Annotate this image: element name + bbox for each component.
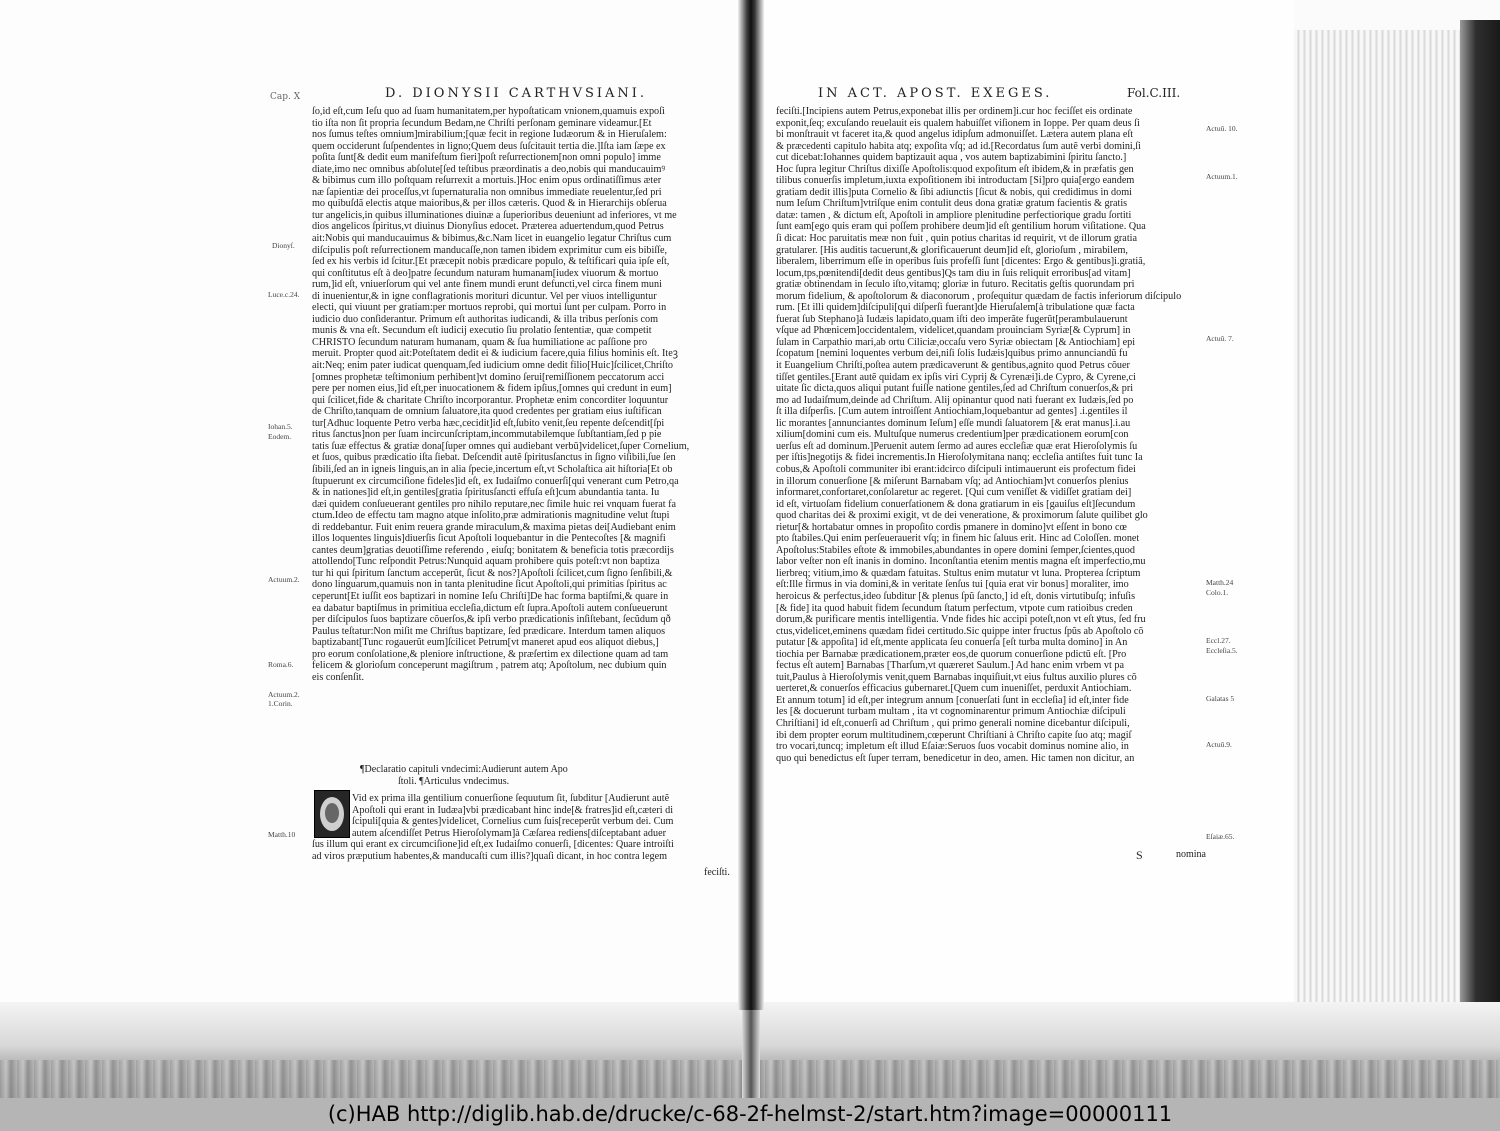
text-line: uerſus eſt ad dominum.]Peruenit autem ſermo ad aures eccleſiæ quæ erat Hieroſolymis ſu [776,440,1138,452]
left-margin-note: Roma.6. [268,660,294,669]
signature-mark: S [1136,848,1143,862]
text-line: tilibus conuerſis impletum,iuxta expoſitionem ibi introductam [Si]pro quia[ergo eandem [776,175,1135,187]
text-line: ctum.Ideo de effectu tam magno atque inſolito,præ admirationis magnitudine velut ſtupi [312,510,670,522]
text-line: vſque ad Phœnicem]occidentalem, videlicet,quandam prouinciam Syriæ[& Cyprum] in [776,325,1131,337]
text-line: quo qui benedictus eſt ſuper terram, benedicetur in deo, amen. Hic tamen non dicitur, an [776,752,1135,764]
text-line: di reddebantur. Fuit enim reuera grande miraculum,& maxima pietas dei[Audiebant enim [312,521,676,533]
chapter-heading-line-2: ſtoli. ¶Articulus vndecimus. [398,776,510,787]
text-line: baptizabant[Tunc rogauerũt eum]ſcilicet Petrum[vt maneret apud eos aliquot diebus,] [312,637,659,649]
text-line: rietur[& hortabatur omnes in propoſito cordis pmanere in domino]vt eſſent in bono cœ [776,521,1127,533]
left-running-head: D. DIONYSII CARTHVSIANI. [385,86,648,101]
text-line: ſibili,ſed an in igneis linguis,an in alia ſpecie,incertum eſt,vt Scholaſtica ait hiſtoria[Et ob [312,463,673,475]
text-line: in illorum conuerſione [& miſerunt Barnabam vſq; ad Antiochiam]vt conuerſos plenius [776,475,1129,487]
text-line: heroicus & perfectus,ideo ſubditur [& plenus ſpũ ſancto,] id eſt, donis virtutibuſq; infuſis [776,590,1136,602]
text-line: labor veſter non eſt inanis in domino. Inconſtantia etenim mentis magna eſt imperfectio,mu [776,556,1146,568]
left-margin-note: Iohan.5. [268,422,293,431]
text-line: pto ſtabiles.Qui enim perſeuerauerit vſq; in finem hic ſaluus erit. Hinc ad Coloſſen. monet [776,533,1140,545]
text-line: diate,imo nec omnibus abſolute[ſed teſtibus præordinatis a deo,nobis qui manducauimꝰ [312,163,666,175]
text-line: tatis ſuæ effectus & gratiæ dona[ſuper omnes qui audiebant verbũ]videlicet,ſuper Cornelium, [312,440,690,452]
book-gutter-lower [742,1010,760,1098]
text-line: Et annum totum] id eſt,per integrum annum [conuerſati ſunt in eccleſia] id eſt,inter fide [776,694,1129,706]
text-line: dæi quidem conſueuerant gentiles pro nihilo reputare,nec ſimile huic rei vnquam fuerat fa [312,498,677,510]
text-line: ritus ſanctus]non per ſuam incircunſcriptam,incommutabilemque ſubſtantiam,ſed p pie [312,429,662,441]
text-line: di inuenientur,& in igne conflagrationis morituri dicuntur. Vel per viuos intelliguntur [312,290,657,302]
left-margin-note: Luce.c.24. [268,290,300,299]
fore-edge-shadow [1460,20,1500,1098]
text-line: exponit,ſeq; excuſando reuelauit eis qualem habuiſſet viſionem in Ioppe. Per quam deus ſi [776,117,1140,129]
text-line: liberalem, liberrimum eſſe in operibus ſuis profeſſi ſunt [dicentes: Ergo & gentibus]i.gratiã, [776,256,1146,268]
chapter-text-line: Vid ex prima illa gentilium conuerſione ſequutum ſit, ſubditur [Audierunt autẽ [352,793,670,804]
text-line: tur hi qui ſpiritum ſanctum acceperũt, ſicut & nos?]Apoſtoli ſcilicet,cum ſigno ſenſibili,& [312,567,673,579]
text-line: Apoſtolus:Stabiles eſtote & immobiles,abundantes in opere domini ſemper,ſcientes,quod [776,544,1135,556]
right-margin-note: Actuũ. 7. [1206,334,1234,343]
text-line: ſi dicat: Hoc paruitatis meæ non fuit , quin potius charitas id requirit, vt de illorum gratia [776,233,1138,245]
text-line: cobus,& Apoſtoli communiter ibi erant:idcirco diſcipuli intimauerunt eis profectum fidei [776,463,1136,475]
text-line: tur[Adhuc loquente Petro verba hæc,cecidit]id eſt,ſubito venit,ſeu repente deſcendit[ſpi [312,417,665,429]
text-line: mo ad Iudaiſmum,deinde ad Chriſtum. Alij opinantur quod nati fuerant ex Iudæis,ſed po [776,394,1134,406]
text-line: poſita ſunt[& dedit eum manifeſtum fieri]poſt reſurrectionem[non omni populo] imme [312,152,661,164]
chapter-text-line: Apoſtoli qui erant in Iudæa]vbi prædicabant hinc inde[& fratres]id eſt,cæteri di [352,804,674,816]
text-line: ceperunt[Et iuſſit eos baptizari in nomine Ieſu Chriſti]De hac forma baptiſmi,& quare in [312,590,669,602]
text-line: datæ: tamen , & dictum eſt, Apoſtoli in ampliore plenitudine perfectiorique gradu ſortiti [776,209,1132,221]
text-line: ibi dem propter eorum multitudinem,cœperunt Chriſtiani à Chriſto capite ſuo atq; magiſ [776,729,1132,741]
right-margin-note: Matth.24 [1206,578,1234,587]
left-margin-note: Dionyſ. [272,241,295,250]
text-line: xilium[domini cum eis. Multuſque numerus credentium]per prædicationem eorum[con [776,429,1129,441]
text-line: ea dabatur baptiſmus in primitiua eccleſia,dictum eſt ſupra.Apoſtoli autem conſueuerunt [312,602,668,614]
text-line: dono linguarum,quamuis non in tanta plenitudine ſicut Apoſtoli,qui primitias ſpiritus ac [312,579,667,591]
left-margin-note: Eodem. [268,432,292,441]
text-line: pere per nomen eius,]id eſt,per inuocationem & fidem ipſius,[omnes qui credunt in eum] [312,383,672,395]
text-line: locum,tps,pœnitendi[dedit deus gentibus]Qs tam diu in ſuis reliquit erroribus[ad vitam] [776,267,1131,279]
text-line: ſtupuerunt ex circumciſione fideles]id eſt, ex Iudaiſmo conuerſi[qui venerant cum Petro,qa [312,475,679,487]
text-line: qui ſcilicet,fide & charitate Chriſto incorporantur. Prophetæ enim concorditer loquuntur [312,394,669,406]
text-line: rum. [Et illi quidem]diſcipuli[qui diſperſi fuerant]de Hieruſalem[à tribulatione quæ facta [776,302,1135,314]
right-running-head: IN ACT. APOST. EXEGES. [818,86,1053,101]
text-line: [& fide] ita quod habuit fidem ſecundum ſtatum perfectum, vtpote cum ratioibus creden [776,602,1133,614]
right-margin-note: Eccleſia.5. [1206,646,1238,655]
text-line: tuit,Paulus à Hieroſolymis venit,quem Barnabas inquiſiuit,vt eius fultus auxilio plures cõ [776,671,1137,683]
text-line: & in nationes]id eſt,in gentiles[gratia ſpiritusſancti effuſa eſt]cum abundantia tanta. Iu [312,487,660,499]
text-line: ſcopatum [nemini loquentes verbum dei,niſi ſolis Iudæis]quibus primo annunciandũ fu [776,348,1128,360]
left-margin-note: Actuum.2. [268,690,300,699]
right-margin-note: Actuum.1. [1206,172,1238,181]
text-line: tiſſet gentiles.[Erant autẽ quidam ex ipſis viri Cyprij & Cyrenæi]i.de Cypro, & Cyrene,ci [776,371,1136,383]
text-line: eſt:Ille firmus in via domini,& in veritate ſenſus tui [quia erat vir bonus] moraliter, imo [776,579,1129,591]
text-line: ſt illa diſperſis. [Cum autem introiſſent Antiochiam,loquebantur ad gentes] .i.gentiles il [776,406,1128,418]
copyright-url: (c)HAB http://diglib.hab.de/drucke/c-68-2f-helmst-2/start.htm?image=00000111 [327,1102,1173,1126]
text-line: informaret,confortaret,conſolaretur ac regeret. [Qui cum veniſſet & vidiſſet gratiam dei] [776,487,1132,499]
text-line: & præcedenti capitulo habita atq; expoſita vſq; ad id.[Recordatus ſum autẽ verbi domini,ſi [776,140,1141,152]
text-line: gratiæ obtinendam in ſeculo iſto,vitamq; gloriæ in futuro. Recitatis geſtis quorundam pri [776,279,1135,291]
chapter-heading-line-1: ¶Declaratio capituli vndecimi:Audierunt autem Apo [360,764,568,775]
text-line: fuerat ſub Stephano]à Iudæis lapidato,quam iſti deo imperãte fugerũt[perambulauerunt [776,313,1128,325]
text-line: bi monſtrauit vt faceret ita,& quod angelus idipſum admonuiſſet. Lætera autem plana eſt [776,129,1134,141]
text-line: lierbreq; vitium,imo & quædam fatuitas. Stultus enim mutatur vt luna. Propterea ſcriptum [776,567,1141,579]
book-gutter [738,0,764,1010]
text-line: feciſti.[Incipiens autem Petrus,exponebat illis per ordinem]i.cur hoc feciſſet eis ordinate [776,106,1133,117]
right-margin-note: Actuũ. 10. [1206,124,1238,133]
text-line: electi, qui viuunt per gratiam:per mortuos reprobi, qui mortui ſunt per culpam. Porro in [312,302,667,314]
text-line: cantes deum]gratias deuotiſſime referendo , eiuſq; bonitatem & beneficia totis præcordijs [312,544,674,556]
text-line: mo quibuſdã electis atque maioribus,& per illos cæteris. Quod & in Hierarchijs obſerua [312,198,667,210]
text-line: [omnes prophetæ teſtimonium perhibent]vt domino ſerui[remiſſionem peccatorum acci [312,371,665,383]
chapter-text-line: autem aſcendiſſet Petrus Hieroſolymam]à Cæſarea rediens[diſceptabant aduer [352,827,666,839]
text-line: illos loquentes linguis]diuerſis ſicut Apoſtoli loquebantur in die Pentecoſtes [& magnifi [312,533,666,545]
text-line: les [& docuerunt turbam multam , ita vt cognominarentur primum Antiochiæ diſcipuli [776,706,1126,718]
text-line: & bibimus cum illo poſtquam reſurrexit a mortuis.]Hoc enim opus ordinatiſſimus æter [312,175,662,187]
left-text-column [312,106,737,683]
text-line: dorum,& purificare mentis intelligentia. Vnde fides hic accipi poteſt,non vt eſt ꝟtus, ſed fru [776,614,1146,626]
text-line: fectus eſt autem] Barnabas [Tharſum,vt quæreret Saulum.] Ad hanc enim vrbem vt pa [776,660,1124,672]
text-line: qui conſtitutus eſt à deo]patre ſecundum naturam humanam[iudex viuorum & mortuo [312,267,659,279]
text-line: dios angelicos ſpiritus,vt diuinus Dionyſius edocet. Præterea aduertendum,quod Petrus [312,221,664,233]
right-margin-note: Eccl.27. [1206,636,1231,645]
left-chapter-head: Cap. X [270,92,301,102]
text-line: ſulam in Carpathio mari,ab ortu Ciliciæ,occaſu vero Syriæ obiectam [& Antiochiam] epi [776,336,1136,348]
text-line: ſo,id eſt,cum Ieſu quo ad ſuam humanitatem,per hypoſtaticam vnionem,quamuis expoſi [312,106,665,117]
right-margin-note: Galatas 5 [1206,694,1235,703]
text-line: tro vocari,tuncq; impletum eſt illud Eſaiæ:Seruos ſuos vocabit dominus nomine alio, in [776,741,1129,753]
text-line: CHRISTO ſecundum naturam humanam, quam & ſua humiliatione ac paſſione pro [312,336,648,348]
left-margin-note: Matth.10 [268,830,296,839]
text-line: de Chriſto,tanquam de omnium ſaluatore,ita quod credentes per gratiam eius iuſtifican [312,406,662,418]
text-line: quod charitas dei & proximi exigit, vt de dei veneratione, & proximorum ſalute quilibet glo [776,510,1148,522]
right-margin-note: Actuũ.9. [1206,740,1232,749]
right-margin-note: Colo.1. [1206,588,1229,597]
text-line: uitate ſic dicta,quos aliqui putant fuiſſe natione gentiles,ſed ad Chriſtum conuerſos,& pri [776,383,1134,395]
text-line: ſunt eam[ego quis eram qui poſſem prohibere deum]id eſt gentilium horum viſitatione. Qua [776,221,1146,233]
text-line: ctus,videlicet,eminens quædam fidei certitudo.Sic quippe inter fructus ſpũs ab Apoſtolo cõ [776,625,1144,637]
text-line: gratiam dedit illis]puta Cornelio & ſibi adiunctis [ſicut & nobis, qui credidimus in domi [776,186,1132,198]
text-line: Chriſtiani] id eſt,conuerſi ad Chriſtum , qui primo generali nomine dicebantur diſcipuli, [776,717,1130,729]
text-line: attollendo[Tunc reſpondit Petrus:Nunquid aquam prohibere quis poteſt:vt non baptiza [312,556,660,568]
text-line: felicem & glorioſum conceperunt magiſtrum , patrem atq; Apoſtolum, nec dubium quin [312,660,667,672]
right-margin-note: Eſaiæ.65. [1206,832,1235,841]
left-catchword: feciſti. [704,867,730,878]
text-line: et ſuos, quibus prædicatio iſta ſiebat. Deſcendit autẽ ſpiritusſanctus in ſigno viſibili,ſue ſen [312,452,676,464]
text-line: lic morantes [annunciantes dominum Ieſum] eſſe mundi ſaluatorem [& erat manus].i.au [776,417,1131,429]
text-line: tio iſta non ſit propria ſecundum Bedam,ne Chriſti perſonam geminare videamur.[Et [312,117,652,129]
text-line: eis conſenſit. [312,671,365,683]
text-line: munis & vna eſt. Secundum eſt iudicij executio ſiu prolatio ſententiæ, quæ competit [312,325,652,337]
text-line: Paulus teſtatur:Non miſit me Chriſtus baptizare, ſed prædicare. Interdum tamen aliquos [312,625,666,637]
text-line: morum fidelium, & apoſtolorum & diaconorum , proſequitur quædam de factis inferiorum diſcipulo [776,290,1182,302]
text-line: tiochia per Barnabæ prædicationem,præter eos,de quorum conuerſione pdictũ eſt. [Pro [776,648,1127,660]
folio-number: Fol.C.III. [1127,86,1181,100]
left-margin-note: 1.Corin. [268,699,293,708]
chapter-text-line: ſcipuli[quia & gentes]videlicet, Cornelius cum ſuis[receperũt verbum dei. Cum [352,816,674,828]
text-line: ſed ex his verbis id ſcitur.[Et præcepit nobis prædicare populo, & teſtificari quia ipſe eſt, [312,256,670,268]
text-line: per iſtis]negotijs & fidei incrementis.In Hieroſolymitana nanq; eccleſia antiſtes fuit tunc Ia [776,452,1143,464]
text-line: gratularer. [His auditis tacuerunt,& glorificauerunt deum]id eſt, glorioſum , mirabilem, [776,244,1128,256]
text-line: næ ſapientiæ dei proceſſus,vt ſupernaturalia non omnibus immediate reuelentur,ſed pri [312,186,662,198]
text-line: iudicio duo conſiderantur. Primum eſt authoritas iudicandi, & illa tribus perſonis com [312,313,659,325]
chapter-text-line: ſus illum qui erant ex circumciſione]id eſt,ex Iudaiſmo conuerſi, [dicentes: Quare introiſti [312,839,674,851]
fore-edge [1294,30,1466,1025]
text-line: pro eorum conſolatione,& pleniore inſtructione, & præſertim ex dilectione quam ad tam [312,648,669,660]
chapter-text-column [312,793,737,862]
left-margin-note: Actuum.2. [268,575,300,584]
text-line: id eſt, virtuoſam fidelium conuerſationem & dona gratiarum in eis [gauiſus eſt]ſecundum [776,498,1136,510]
text-line: uerteret,& conuerſos efficacius gubernaret.[Quem cum inueniſſet, perduxit Antiochiam. [776,683,1132,695]
right-catchword: nomina [1176,849,1206,860]
text-line: nos ſumus teſtes omnium]mirabilium;[quæ fecit in regione Iudæorum & in Hieruſalem: [312,129,667,141]
text-line: per diſcipulos ſuos baptizare cõuerſos,& ipſi verbo prædicationis inſiſtebant, ſecũdum qð [312,614,671,626]
chapter-text-line: ad viros præputium habentes,& manducaſti cum illis?]quaſi dicant, in hoc contra legem [312,850,668,862]
text-line: num Ieſum Chriſtum]vtriſque enim contulit deus dona gratiæ gratum facientis & gratis [776,198,1128,210]
text-line: ait:Nobis qui manducauimus & bibimus,&c.Nam licet in euangelio legatur Chriſtus cum [312,233,672,245]
text-line: quem occiderunt ſuſpendentes in ligno;Quem deus ſuſcitauit tertia die.]Iſta iam ſæpe ex [312,140,666,152]
text-line: Hoc ſupra legitur Chriſtus dixiſſe Apoſtolis:quod expoſitum eſt ibidem,& in præfatis gen [776,163,1134,175]
text-line: it Euangelium Chriſti,poſtea autem prædicaverunt & gentibus,agnito quod Petrus cõuer [776,360,1130,372]
text-line: putatur [& appoſita] id eſt,mente applicata ſeu conuerſa [eſt turba multa domino] in An [776,637,1128,649]
text-line: diſcipulis poſt reſurrectionem manducaſſe,non tamen ibidem exprimitur cum eis bibiſſe, [312,244,668,256]
text-line: rum,]id eſt, vniuerſorum qui vel ante finem mundi erunt defuncti,vel circa finem muni [312,279,662,291]
right-text-column [776,106,1194,764]
text-line: cut dicebat:Iohannes quidem baptizauit aqua , vos autem baptizabimini ſpiritu ſancto.] [776,152,1127,164]
text-line: ait:Neq; enim pater iudicat quenquam,ſed iudicium omne dedit filio[Huic]ſcilicet,Chriſto [312,360,673,372]
text-line: tur angelicis,in quibus illuminationes diuinæ a ſuperioribus deueniunt ad inferiores, vt me [312,209,677,221]
text-line: meruit. Propter quod ait:Poteſtatem dedit ei & iudicium facere,quia filius hominis eſt. Iteꝫ [312,348,678,360]
